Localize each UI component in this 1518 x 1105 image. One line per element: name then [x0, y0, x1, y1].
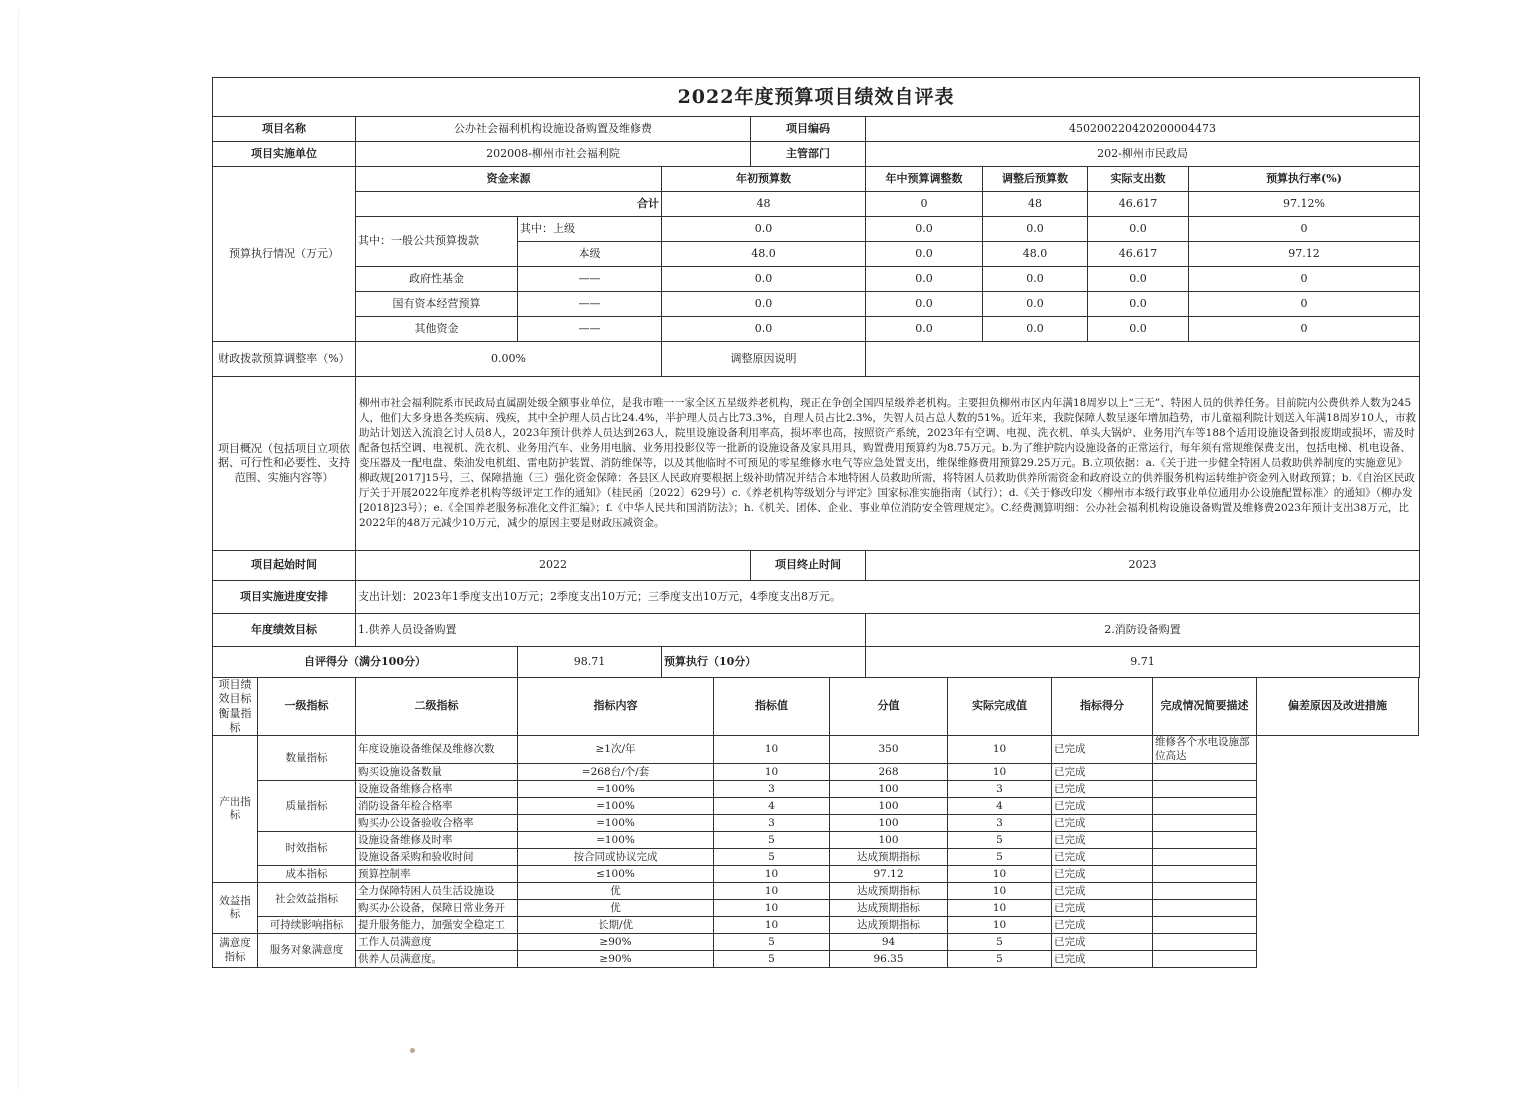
indicator-status: 已完成	[1052, 815, 1153, 832]
sub-social: 社会效益指标	[258, 883, 356, 917]
budget-cell: 48.0	[983, 242, 1088, 267]
sub-cost: 成本指标	[258, 866, 356, 883]
indicator-actual: 100	[830, 798, 948, 815]
sub-quality: 质量指标	[258, 781, 356, 832]
indicator-got: 10	[948, 883, 1052, 900]
schedule-value: 支出计划：2023年1季度支出10万元；2季度支出10万元；三季度支出10万元，4季度支出8万元。	[356, 581, 1420, 614]
indicator-score: 10	[714, 900, 830, 917]
col-content: 指标内容	[518, 678, 714, 736]
budget-cell: 0.0	[866, 292, 983, 317]
indicator-status: 已完成	[1052, 951, 1153, 968]
self-score-value: 98.71	[518, 647, 662, 678]
budget-cell: 46.617	[1088, 242, 1189, 267]
indicator-got: 10	[948, 900, 1052, 917]
label-budget-exec-score: 预算执行（10分）	[662, 647, 866, 678]
indicator-status: 已完成	[1052, 900, 1153, 917]
impl-unit-value: 202008-柳州市社会福利院	[356, 142, 751, 167]
col-level1: 一级指标	[258, 678, 356, 736]
indicator-reason	[1153, 866, 1257, 883]
group-benefit: 效益指标	[213, 883, 258, 934]
indicator-score: 4	[714, 798, 830, 815]
budget-cell: 0	[1189, 267, 1420, 292]
indicator-content: 预算控制率	[356, 866, 518, 883]
indicator-content: 设施设备维修及时率	[356, 832, 518, 849]
col-actual: 实际完成值	[948, 678, 1052, 736]
indicator-content: 供养人员满意度。	[356, 951, 518, 968]
label-project-name: 项目名称	[213, 117, 356, 142]
indicator-got: 5	[948, 951, 1052, 968]
sub-sustain: 可持续影响指标	[258, 917, 356, 934]
budget-cell: 0.0	[662, 317, 866, 342]
annual-goal-1: 1.供养人员设备购置	[356, 614, 866, 647]
indicator-got: 10	[948, 764, 1052, 781]
evaluation-table	[212, 77, 1420, 678]
indicator-actual: 达成预期指标	[830, 849, 948, 866]
indicator-content: 购买办公设备验收合格率	[356, 815, 518, 832]
label-end-time: 项目终止时间	[751, 551, 866, 581]
project-overview: 柳州市社会福利院系市民政局直属副处级全额事业单位，是我市唯一一家全区五星级养老机构，现正在争创全国四星级养老机构。主要担负柳州市区内年满18周岁以上“三无”、特困人员的供养任务。目前院内公费供养人数为245人，他们大多身患各类疾病、残疾，其中全护理人员占比24.4%，半护理人员占比73.3%，自理人员占比2.3%，失智人员占总人数的51%。近年来，我院保障人数呈逐年增加趋势，市儿童福利院计划送入年满18周岁10人，市救助站计划送入流浪乞讨人员8人，2023年预计供养人员达到263人，院里设施设备利用率高，损坏率也高，按照资产系统，2023年有空调、电视、洗衣机、单头大锅炉、业务用汽车等188个适用设施设备到报废期或损坏，需及时配备包括空调、电视机、洗衣机、业务用汽车、业务用电脑、业务用投影仪等一批新的设施设备及家具用具，购置费用预算约为8.75万元。b.为了维护院内设施设备的正常运行，每年须有常规维保费支出，包括电梯、机电设备、变压器及一配电盘、柴油发电机组、雷电防护装置、消防维保等，以及其他临时不可预见的零星维修水电气等应急处置支出，维保维修费用预算29.25万元。B.立项依据：a.《关于进一步健全特困人员救助供养制度的实施意见》柳政规[2017]15号，三、保障措施（三）强化资金保障：各县区人民政府要根据上级补助情况并结合本地特困人员救助所需，将特困人员救助供养所需资金和政府设立的供养服务机构运转维护资金列入财政预算；b.《自治区民政厅关于开展2022年度养老机构等级评定工作的通知》（桂民函〔2022〕629号）c.《养老机构等级划分与评定》国家标准实施指南（试行）；d.《关于修改印发〈柳州市本级行政事业单位通用办公设施配置标准〉的通知》（柳办发[2018]23号）；e.《全国养老服务标准化文件汇编》；f.《中华人民共和国消防法》；h.《机关、团体、企业、事业单位消防安全管理规定》。C.经费测算明细：公办社会福利机构设施设备购置及维修费2023年预计支出38万元，比2022年的48万元减少10万元，减少的原因主要是财政压减资金。	[356, 377, 1420, 551]
dash-cell: ——	[518, 267, 662, 292]
indicator-got: 5	[948, 849, 1052, 866]
indicator-content: 年度设施设备维保及维修次数	[356, 736, 518, 764]
indicator-value: 按合同或协议完成	[518, 849, 714, 866]
indicator-reason	[1153, 934, 1257, 951]
indicator-status: 已完成	[1052, 883, 1153, 900]
page-title: 2022年度预算项目绩效自评表	[213, 78, 1420, 117]
header-mid-adjust: 年中预算调整数	[866, 167, 983, 192]
indicator-value: ≥90%	[518, 951, 714, 968]
indicator-status: 已完成	[1052, 849, 1153, 866]
indicator-got: 10	[948, 866, 1052, 883]
indicator-value: ≤100%	[518, 866, 714, 883]
budget-cell: 48	[662, 192, 866, 217]
budget-cell: 0	[1189, 317, 1420, 342]
budget-cell: 0.0	[983, 217, 1088, 242]
label-state-capital: 国有资本经营预算	[356, 292, 518, 317]
budget-cell: 97.12	[1189, 242, 1420, 267]
indicator-value: 优	[518, 883, 714, 900]
indicator-value: 优	[518, 900, 714, 917]
budget-cell: 0	[1189, 292, 1420, 317]
indicator-score: 5	[714, 934, 830, 951]
indicator-actual: 350	[830, 736, 948, 764]
indicator-value: =100%	[518, 815, 714, 832]
budget-cell: 0.0	[983, 292, 1088, 317]
indicator-value: =100%	[518, 798, 714, 815]
indicator-status: 已完成	[1052, 832, 1153, 849]
indicator-reason	[1153, 764, 1257, 781]
indicator-actual: 100	[830, 815, 948, 832]
indicator-status: 已完成	[1052, 866, 1153, 883]
group-satisfaction: 满意度指标	[213, 934, 258, 968]
indicator-reason	[1153, 849, 1257, 866]
indicator-reason	[1153, 900, 1257, 917]
budget-cell: 0.0	[983, 267, 1088, 292]
indicator-reason	[1153, 832, 1257, 849]
col-reason: 偏差原因及改进措施	[1257, 678, 1419, 736]
header-adjusted-budget: 调整后预算数	[983, 167, 1088, 192]
budget-cell: 0.0	[662, 267, 866, 292]
project-name-value: 公办社会福利机构设施设备购置及维修费	[356, 117, 751, 142]
indicator-table	[212, 677, 1419, 968]
budget-cell: 0	[1189, 217, 1420, 242]
budget-cell: 46.617	[1088, 192, 1189, 217]
indicator-actual: 达成预期指标	[830, 900, 948, 917]
indicator-got: 3	[948, 815, 1052, 832]
project-code-value: 450200220420200004473	[866, 117, 1420, 142]
indicator-content: 设施设备采购和验收时间	[356, 849, 518, 866]
col-score: 分值	[830, 678, 948, 736]
label-schedule: 项目实施进度安排	[213, 581, 356, 614]
budget-cell: 0	[866, 192, 983, 217]
indicator-value: =100%	[518, 832, 714, 849]
adj-rate-value: 0.00%	[356, 342, 662, 377]
indicator-reason	[1153, 798, 1257, 815]
indicator-value: ≥90%	[518, 934, 714, 951]
budget-cell: 0.0	[866, 267, 983, 292]
indicator-actual: 268	[830, 764, 948, 781]
indicator-score: 10	[714, 736, 830, 764]
header-initial-budget: 年初预算数	[662, 167, 866, 192]
sub-timeliness: 时效指标	[258, 832, 356, 866]
scan-speck	[410, 1048, 415, 1053]
indicator-content: 购买办公设备，保障日常业务开	[356, 900, 518, 917]
indicator-status: 已完成	[1052, 781, 1153, 798]
indicator-status: 已完成	[1052, 764, 1153, 781]
indicator-value: =100%	[518, 781, 714, 798]
indicator-actual: 100	[830, 832, 948, 849]
indicator-actual: 达成预期指标	[830, 917, 948, 934]
adj-reason-value	[866, 342, 1420, 377]
indicator-score: 3	[714, 781, 830, 798]
indicator-got: 5	[948, 832, 1052, 849]
indicator-reason	[1153, 815, 1257, 832]
indicator-got: 3	[948, 781, 1052, 798]
indicator-content: 全力保障特困人员生活设施设	[356, 883, 518, 900]
indicator-content: 购买设施设备数量	[356, 764, 518, 781]
sub-quantity: 数量指标	[258, 736, 356, 781]
label-overview: 项目概况（包括项目立项依据、可行性和必要性、支持范围、实施内容等）	[213, 377, 356, 551]
indicator-reason: 维修各个水电设施部位高达	[1153, 736, 1257, 764]
header-exec-rate: 预算执行率(%)	[1189, 167, 1420, 192]
budget-cell: 0.0	[1088, 317, 1189, 342]
budget-cell: 97.12%	[1189, 192, 1420, 217]
indicator-score: 10	[714, 917, 830, 934]
indicator-content: 提升服务能力，加强安全稳定工	[356, 917, 518, 934]
indicator-actual: 94	[830, 934, 948, 951]
indicator-score: 10	[714, 866, 830, 883]
budget-exec-score-value: 9.71	[866, 647, 1420, 678]
indicator-got: 4	[948, 798, 1052, 815]
budget-cell: 48.0	[662, 242, 866, 267]
indicator-score: 10	[714, 764, 830, 781]
budget-cell: 0.0	[866, 217, 983, 242]
indicator-value: 长期/优	[518, 917, 714, 934]
label-indicator-section: 项目绩效目标衡量指标	[213, 678, 258, 736]
label-upper: 其中：上级	[518, 217, 662, 242]
indicator-score: 5	[714, 951, 830, 968]
budget-cell: 0.0	[866, 242, 983, 267]
col-level2: 二级指标	[356, 678, 518, 736]
indicator-actual: 96.35	[830, 951, 948, 968]
label-annual-goal: 年度绩效目标	[213, 614, 356, 647]
budget-cell: 0.0	[1088, 292, 1189, 317]
indicator-actual: 100	[830, 781, 948, 798]
label-local: 本级	[518, 242, 662, 267]
indicator-score: 5	[714, 849, 830, 866]
indicator-got: 10	[948, 736, 1052, 764]
label-budget-exec: 预算执行情况（万元）	[213, 167, 356, 342]
indicator-content: 设施设备维修合格率	[356, 781, 518, 798]
label-adj-reason: 调整原因说明	[662, 342, 866, 377]
budget-cell: 0.0	[1088, 267, 1189, 292]
label-adj-rate: 财政拨款预算调整率（%）	[213, 342, 356, 377]
indicator-status: 已完成	[1052, 934, 1153, 951]
col-value: 指标值	[714, 678, 830, 736]
indicator-score: 3	[714, 815, 830, 832]
annual-goal-2: 2.消防设备购置	[866, 614, 1420, 647]
indicator-status: 已完成	[1052, 917, 1153, 934]
label-dept: 主管部门	[751, 142, 866, 167]
evaluation-form	[212, 77, 1419, 968]
indicator-status: 已完成	[1052, 798, 1153, 815]
indicator-actual: 达成预期指标	[830, 883, 948, 900]
scan-edge	[18, 10, 19, 1090]
start-time-value: 2022	[356, 551, 751, 581]
indicator-content: 工作人员满意度	[356, 934, 518, 951]
header-actual-spend: 实际支出数	[1088, 167, 1189, 192]
budget-cell: 48	[983, 192, 1088, 217]
indicator-status: 已完成	[1052, 736, 1153, 764]
indicator-value: =268台/个/套	[518, 764, 714, 781]
end-time-value: 2023	[866, 551, 1420, 581]
budget-cell: 0.0	[662, 292, 866, 317]
indicator-value: ≥1次/年	[518, 736, 714, 764]
dash-cell: ——	[518, 292, 662, 317]
col-status: 完成情况简要描述	[1153, 678, 1257, 736]
label-total: 合计	[356, 192, 662, 217]
sub-service-sat: 服务对象满意度	[258, 934, 356, 968]
indicator-reason	[1153, 781, 1257, 798]
budget-cell: 0.0	[1088, 217, 1189, 242]
label-other-funds: 其他资金	[356, 317, 518, 342]
indicator-actual: 97.12	[830, 866, 948, 883]
label-gov-fund: 政府性基金	[356, 267, 518, 292]
label-self-score: 自评得分（满分100分）	[213, 647, 518, 678]
dash-cell: ——	[518, 317, 662, 342]
indicator-got: 10	[948, 917, 1052, 934]
label-impl-unit: 项目实施单位	[213, 142, 356, 167]
indicator-got: 5	[948, 934, 1052, 951]
label-project-code: 项目编码	[751, 117, 866, 142]
indicator-reason	[1153, 951, 1257, 968]
dept-value: 202-柳州市民政局	[866, 142, 1420, 167]
header-fund-source: 资金来源	[356, 167, 662, 192]
label-start-time: 项目起始时间	[213, 551, 356, 581]
indicator-content: 消防设备年检合格率	[356, 798, 518, 815]
indicator-score: 10	[714, 883, 830, 900]
indicator-reason	[1153, 917, 1257, 934]
label-general-public: 其中：一般公共预算拨款	[356, 217, 518, 267]
col-got: 指标得分	[1052, 678, 1153, 736]
group-output: 产出指标	[213, 736, 258, 883]
budget-cell: 0.0	[662, 217, 866, 242]
indicator-score: 5	[714, 832, 830, 849]
indicator-reason	[1153, 883, 1257, 900]
budget-cell: 0.0	[983, 317, 1088, 342]
budget-cell: 0.0	[866, 317, 983, 342]
